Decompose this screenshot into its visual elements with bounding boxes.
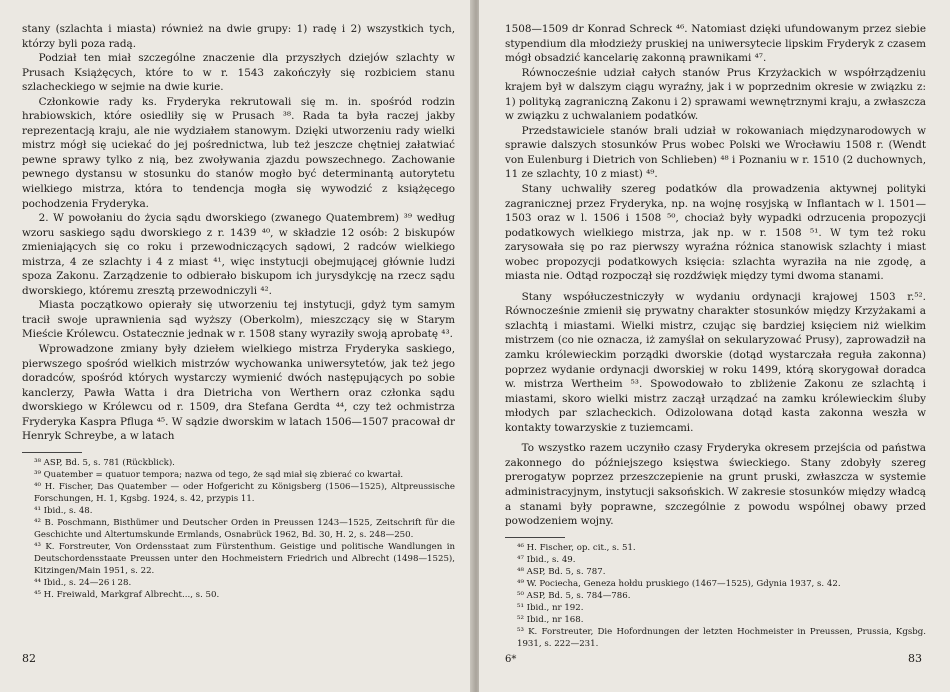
footnote: ⁴⁷ Ibid., s. 49. xyxy=(517,554,576,565)
footnote: ⁴² B. Poschmann, Bisthümer und Deutscher Orden in Preussen 1243—1525, Zeitschrift für die Geschichte und Altertumskunde Ermlands, Osnabrück 1962, Bd. 30, H. 2, s. 248—250. xyxy=(34,517,455,540)
left-paragraph: Wprowadzone zmiany były dziełem wielkiego mistrza Fryderyka saskiego, pierwszego spośród wielkich mistrzów wychowanka uniwersytetów, jak też jego doradców, spośród których wystarczy wymienić dwóch następujących po sobie kanclerzy, Pawła Watta i dra Dietricha von Werthern oraz członka sądu dworskiego w Królewcu od r. 1509, dra Stefana Gerdta ⁴⁴, czy też ochmistrza Fryderyka Kaspra Pfluga ⁴⁵. W sądzie dworskim w latach 1506—1507 pracował dr Henryk Schreybe, a w latach xyxy=(22,343,455,443)
left-page xyxy=(0,0,473,692)
footnote: ⁴⁸ ASP, Bd. 5, s. 787. xyxy=(517,566,606,577)
right-paragraph: Stany współuczestniczyły w wydaniu ordynacji krajowej 1503 r.⁵². Równocześnie zmienił się prywatny charakter stosunków między Krzyżakami a szlachtą i miastami. Wielki mistrz, czując się bardziej księciem niż wielkim mistrzem (co nie oznacza, iż zamyślał on sekularyzować Prusy), zaprowadził na zamku królewieckim porządki dworskie (dotąd wystarczała reguła zakonna) poprzez wydanie ordynacji dworskiej w roku 1499, którą skorygował doradca w. mistrza Wertheim ⁵³. Spowodowało to zbliżenie Zakonu ze szlachtą i miastami, skoro wielki mistrz zaczął urządzać na zamku królewieckim śluby młodych par szlacheckich. Odizolowana dotąd kasta zakonna weszła w kontakty towarzyskie z tuziemcami. xyxy=(505,290,926,434)
right-paragraph: To wszystko razem uczyniło czasy Fryderyka okresem przejścia od państwa zakonnego do późniejszego księstwa świeckiego. Stany zdobyły szereg prerogatyw poprzez przeszczepienie na grunt pruski, zwłaszcza w systemie administracyjnym, instytucji saksońskich. W zakresie stosunków między władcą a stanami były poprawne, szczególnie z powodu wspólnej obawy przed powodzeniem wojny. xyxy=(505,442,926,528)
footnote: ⁵¹ Ibid., nr 192. xyxy=(517,602,584,613)
footnote: ⁴⁵ H. Freiwald, Markgraf Albrecht..., s. 50. xyxy=(34,589,220,600)
footnote: ⁴⁶ H. Fischer, op. cit., s. 51. xyxy=(517,542,636,553)
right-paragraph: Stany uchwaliły szereg podatków dla prowadzenia aktywnej polityki zagranicznej przez Fryderyka, np. na wojnę rosyjską w Inflantach w l. 1501—1503 oraz w l. 1506 i 1508 ⁵⁰, chociaż były wypadki odrzucenia propozycji podatkowych wielkiego mistrza, jak np. w r. 1508 ⁵¹. W tym też roku zarysowała się po raz pierwszy wyraźna różnica stanowisk szlachty i miast wobec propozycji podatkowych księcia: szlachta wyraziła na nie zgodę, a miasta nie. Odtąd rozpoczął się rozdźwięk między tymi dwoma stanami. xyxy=(505,183,926,283)
footnote-rule xyxy=(505,537,565,538)
left-paragraph: 2. W powołaniu do życia sądu dworskiego (zwanego Quatembrem) ³⁹ według wzoru saskiego sądu dworskiego z r. 1439 ⁴⁰, w składzie 12 osób: 2 biskupów zmieniających się co roku i przewodniczących sądowi, 2 radców wielkiego mistrza, 4 ze szlachty i 4 z miast ⁴¹, więc instytucji obejmującej głównie ludzi spoza Zakonu. Zarządzenie to odbierało biskupom ich jurysdykcję na rzecz sądu dworskiego, któremu zresztą przewodniczyli ⁴². xyxy=(22,212,455,297)
right-paragraph: 1508—1509 dr Konrad Schreck ⁴⁶. Natomiast dzięki ufundowanym przez siebie stypendium dla młodzieży pruskiej na uniwersytecie lipskim Fryderyk z czasem mógł obsadzić kancelarię zakonną prawnikami ⁴⁷. xyxy=(505,23,926,65)
right-page xyxy=(479,0,950,692)
right-paragraph: Przedstawiciele stanów brali udział w rokowaniach międzynarodowych w sprawie dalszych stosunków Prus wobec Polski we Wrocławiu 1508 r. (Wendt von Eulenburg i Dietrich von Schlieben) ⁴⁸ i Poznaniu w r. 1510 (2 duchownych, 11 ze szlachty, 10 z miast) ⁴⁹. xyxy=(505,124,926,181)
footnote: ⁴⁴ Ibid., s. 24—26 i 28. xyxy=(34,577,132,588)
left-paragraph: stany (szlachta i miasta) również na dwie grupy: 1) radę i 2) wszystkich tych, którzy byli poza radą. xyxy=(22,23,455,50)
left-paragraph: Miasta początkowo opierały się utworzeniu tej instytucji, gdyż tym samym tracił swoje uprawnienia sąd wyższy (Oberkolm), mieszczący się w Starym Mieście Królewcu. Ostatecznie jednak w r. 1508 stany wyraziły swoją aprobatę ⁴³. xyxy=(22,299,455,341)
footnote: ⁵² Ibid., nr 168. xyxy=(517,614,584,625)
footnote: ⁴³ K. Forstreuter, Von Ordensstaat zum Fürstenthum. Geistige und politische Wandlungen in Deutschordensstaate Preussen unter den Hochmeistern Friedrich und Albrecht (1498—1525), Kitzingen/Main 1951, s. 22. xyxy=(34,541,455,576)
footnote-rule xyxy=(22,452,82,453)
page-number: 82 xyxy=(22,652,36,665)
footnote: ⁵⁰ ASP, Bd. 5, s. 784—786. xyxy=(517,590,631,601)
footnote: ⁴¹ Ibid., s. 48. xyxy=(34,505,93,516)
right-paragraph: Równocześnie udział całych stanów Prus Krzyżackich w współrządzeniu krajem był w dalszym ciągu wyraźny, jak i w poprzednim okresie w związku z: 1) polityką zagraniczną Zakonu i 2) sprawami wewnętrznymi kraju, a zwłaszcza w związku z uchwalaniem podatków. xyxy=(505,66,926,123)
left-footnotes xyxy=(22,452,455,601)
footnote: ⁴⁹ W. Pociecha, Geneza hołdu pruskiego (1467—1525), Gdynia 1937, s. 42. xyxy=(517,578,841,589)
left-body-text xyxy=(22,22,455,444)
right-footnotes xyxy=(505,537,926,650)
left-paragraph: Podział ten miał szczególne znaczenie dla przyszłych dziejów szlachty w Prusach Książęcych, które to w r. 1543 zakończyły się rozbiciem stanu szlacheckiego w sejmie na dwie kurie. xyxy=(22,52,455,94)
footnote: ³⁸ ASP, Bd. 5, s. 781 (Rückblick). xyxy=(34,457,175,468)
printer-signature: 6* xyxy=(505,654,517,665)
page-number: 83 xyxy=(908,652,922,665)
footnote: ⁴⁰ H. Fischer, Das Quatember — oder Hofgericht zu Königsberg (1506—1525), Altpreussische Forschungen, H. 1, Kgsbg. 1924, s. 42, przypis 11. xyxy=(34,481,455,504)
footnote: ³⁹ Quatember = quatuor tempora; nazwa od tego, że sąd miał się zbierać co kwartał. xyxy=(34,469,404,480)
left-paragraph: Członkowie rady ks. Fryderyka rekrutowali się m. in. spośród rodzin hrabiowskich, które osiedliły się w Prusach ³⁸. Rada ta była raczej jakby reprezentacją kraju, ale nie wydziałem stanowym. Dzięki utworzeniu rady wielki mistrz mógł się uciekać do jej pośrednictwa, lub też jeszcze chętniej załatwiać pewne sprawy tylko z nią, bez zwoływania zjazdu powszechnego. Zachowanie pewnego dystansu w stosunku do stanów mogło być determinantą autorytetu wielkiego mistrza, która to tendencja mogła się wywodzić z książęcego pochodzenia Fryderyka. xyxy=(22,95,455,210)
footnote: ⁵³ K. Forstreuter, Die Hofordnungen der letzten Hochmeister in Preussen, Prussia, Kgsbg. 1931, s. 222—231. xyxy=(517,626,926,649)
right-body-text xyxy=(505,22,926,529)
